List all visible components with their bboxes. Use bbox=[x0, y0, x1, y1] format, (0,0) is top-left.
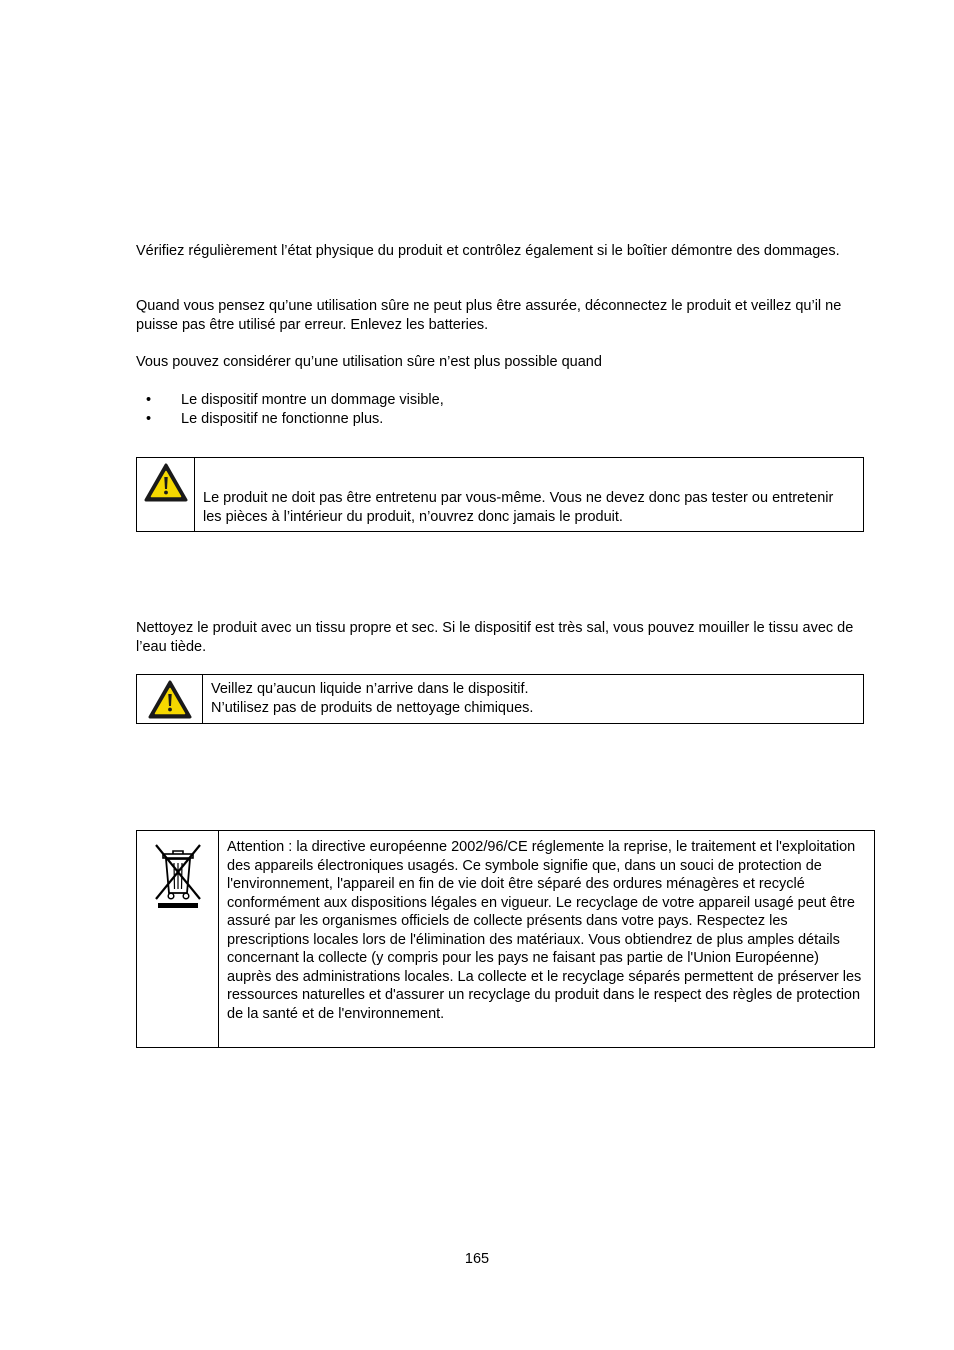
list-item: • Le dispositif ne fonctionne plus. bbox=[146, 411, 384, 427]
maintenance-paragraph-3: Vous pouvez considérer qu’une utilisation sûre n’est plus possible quand bbox=[136, 354, 602, 370]
disposal-notice-text: Attention : la directive européenne 2002/96/CE réglemente la reprise, le traitement et l'exploitation des appareils électroniques usagés. Ce symbole signifie que, dans un souci de protection de l'environnement, l'appareil en fin de vie doit être séparé des ordures ménagères et recyclé conformément aux dispositions légales en vigueur. Le recyclage de votre appareil usagé peut être assuré par les organismes officiels de collecte présents dans votre pays. Respectez les prescriptions locales lors de l'élimination des matériaux. Vous obtiendrez de plus amples détails concernant la collecte (y compris pour les pays ne faisant pas partie de l'Union Européenne) auprès des administrations locales. La collecte et le recyclage séparés permettent de préserver les ressources naturelles et d'assurer un recyclage du produit dans le respect des règles de protection de la santé et de l'environnement. bbox=[219, 831, 875, 1048]
maintenance-warning-box bbox=[136, 457, 864, 532]
maintenance-warning-text: Le produit ne doit pas être entretenu par vous-même. Vous ne devez donc pas tester ou entretenir les pièces à l’intérieur du produit, n’ouvrez donc jamais le produit. bbox=[195, 458, 864, 532]
warning-triangle-icon bbox=[148, 680, 192, 720]
cleaning-paragraph: Nettoyez le produit avec un tissu propre et sec. Si le dispositif est très sal, vous pouvez mouiller le tissu avec de l’eau tiède. bbox=[136, 620, 854, 655]
disposal-notice-box bbox=[136, 830, 875, 1048]
list-item: • Le dispositif montre un dommage visible, bbox=[146, 392, 444, 408]
list-item-text: Le dispositif montre un dommage visible, bbox=[181, 392, 444, 408]
maintenance-paragraph-2: Quand vous pensez qu’une utilisation sûre ne peut plus être assurée, déconnectez le produit et veillez qu’il ne puisse pas être utilisé par erreur. Enlevez les batteries. bbox=[136, 298, 842, 333]
list-item-text: Le dispositif ne fonctionne plus. bbox=[181, 411, 384, 427]
page-number: 165 bbox=[464, 1251, 490, 1267]
condition-list bbox=[136, 391, 444, 429]
cleaning-warning-line-2: N’utilisez pas de produits de nettoyage chimiques. bbox=[211, 699, 534, 716]
cleaning-warning-line-1: Veillez qu’aucun liquide n’arrive dans le dispositif. bbox=[211, 681, 529, 697]
crossed-out-bin-icon bbox=[148, 839, 208, 911]
cleaning-warning-box bbox=[136, 674, 864, 724]
maintenance-paragraph-1: Vérifiez régulièrement l’état physique du produit et contrôlez également si le boîtier démontre des dommages. bbox=[136, 243, 840, 259]
warning-triangle-icon bbox=[144, 463, 188, 503]
